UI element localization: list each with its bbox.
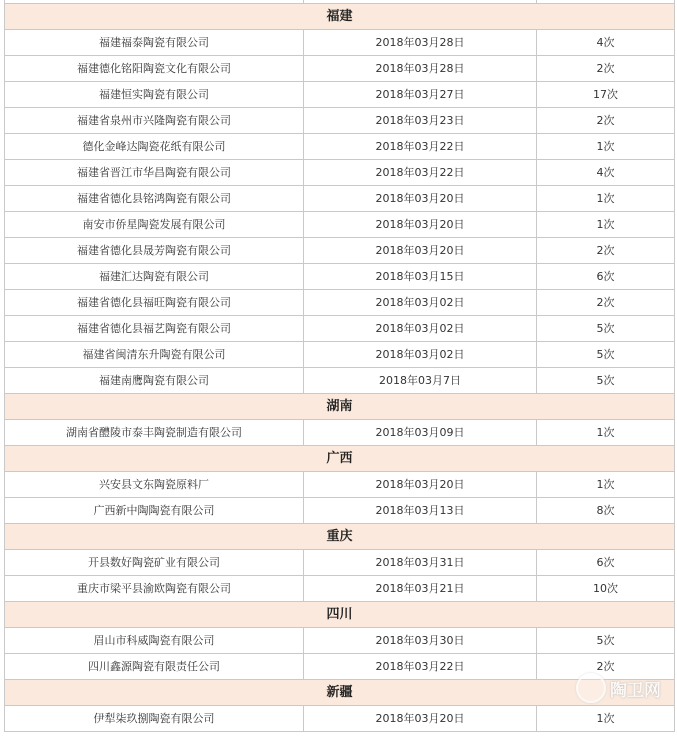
count-cell: 2次 <box>537 654 675 680</box>
date-cell: 2018年03月21日 <box>304 576 537 602</box>
report-table <box>4 0 675 732</box>
company-name-cell: 广西新中陶陶瓷有限公司 <box>5 498 304 524</box>
province-header-row <box>5 446 675 472</box>
table-row <box>5 82 675 108</box>
date-cell: 2018年03月20日 <box>304 186 537 212</box>
province-name: 四川 <box>5 602 675 628</box>
date-cell: 2018年03月13日 <box>304 498 537 524</box>
province-header-row <box>5 602 675 628</box>
count-cell: 1次 <box>537 212 675 238</box>
company-name-cell: 开县数好陶瓷矿业有限公司 <box>5 550 304 576</box>
table-row <box>5 238 675 264</box>
date-cell: 2018年03月7日 <box>304 368 537 394</box>
watermark-text: 陶卫网 <box>610 680 661 701</box>
province-name: 湖南 <box>5 394 675 420</box>
date-cell: 2018年03月02日 <box>304 316 537 342</box>
province-header-row <box>5 524 675 550</box>
company-name-cell: 福建福泰陶瓷有限公司 <box>5 30 304 56</box>
count-cell: 6次 <box>537 550 675 576</box>
table-row <box>5 472 675 498</box>
table-row <box>5 56 675 82</box>
company-name-cell: 福建省泉州市兴隆陶瓷有限公司 <box>5 108 304 134</box>
date-cell: 2018年03月27日 <box>304 82 537 108</box>
company-name-cell: 福建省晋江市华昌陶瓷有限公司 <box>5 160 304 186</box>
company-name-cell: 德化金峰达陶瓷花纸有限公司 <box>5 134 304 160</box>
count-cell: 1次 <box>537 706 675 732</box>
company-name-cell: 重庆市梁平县渝欧陶瓷有限公司 <box>5 576 304 602</box>
count-cell: 2次 <box>537 108 675 134</box>
report-table-container <box>4 0 674 732</box>
date-cell: 2018年03月09日 <box>304 420 537 446</box>
province-header-row <box>5 394 675 420</box>
date-cell: 2018年03月20日 <box>304 212 537 238</box>
company-name-cell: 福建恒实陶瓷有限公司 <box>5 82 304 108</box>
date-cell: 2018年03月15日 <box>304 264 537 290</box>
province-name: 新疆 <box>5 680 675 706</box>
date-cell: 2018年03月02日 <box>304 342 537 368</box>
ceramics-logo-icon <box>576 673 606 703</box>
table-row <box>5 420 675 446</box>
count-cell: 2次 <box>537 238 675 264</box>
count-cell: 8次 <box>537 498 675 524</box>
count-cell: 4次 <box>537 160 675 186</box>
table-row <box>5 316 675 342</box>
watermark <box>576 673 661 703</box>
count-cell: 5次 <box>537 368 675 394</box>
table-row <box>5 30 675 56</box>
company-name-cell: 福建汇达陶瓷有限公司 <box>5 264 304 290</box>
company-name-cell: 福建省德化县晟芳陶瓷有限公司 <box>5 238 304 264</box>
table-row <box>5 628 675 654</box>
date-cell: 2018年03月23日 <box>304 108 537 134</box>
province-header-row <box>5 4 675 30</box>
company-name-cell: 福建省德化县福艺陶瓷有限公司 <box>5 316 304 342</box>
count-cell: 1次 <box>537 472 675 498</box>
date-cell: 2018年03月31日 <box>304 550 537 576</box>
date-cell: 2018年03月02日 <box>304 290 537 316</box>
date-cell: 2018年03月28日 <box>304 56 537 82</box>
table-row <box>5 290 675 316</box>
company-name-cell: 南安市侨星陶瓷发展有限公司 <box>5 212 304 238</box>
table-row <box>5 186 675 212</box>
date-cell: 2018年03月20日 <box>304 472 537 498</box>
table-row <box>5 212 675 238</box>
count-cell: 6次 <box>537 264 675 290</box>
count-cell: 2次 <box>537 290 675 316</box>
table-row <box>5 550 675 576</box>
count-cell: 4次 <box>537 30 675 56</box>
company-name-cell: 四川鑫源陶瓷有限责任公司 <box>5 654 304 680</box>
date-cell: 2018年03月22日 <box>304 160 537 186</box>
company-name-cell: 福建省德化县福旺陶瓷有限公司 <box>5 290 304 316</box>
table-row <box>5 576 675 602</box>
count-cell: 10次 <box>537 576 675 602</box>
report-table-body <box>5 0 675 732</box>
table-row <box>5 160 675 186</box>
province-name: 重庆 <box>5 524 675 550</box>
count-cell: 5次 <box>537 342 675 368</box>
company-name-cell: 兴安县文东陶瓷原料厂 <box>5 472 304 498</box>
date-cell: 2018年03月30日 <box>304 628 537 654</box>
table-row <box>5 654 675 680</box>
company-name-cell: 伊犁柒玖捌陶瓷有限公司 <box>5 706 304 732</box>
date-cell: 2018年03月20日 <box>304 238 537 264</box>
count-cell: 5次 <box>537 628 675 654</box>
province-header-row <box>5 680 675 706</box>
company-name-cell: 福建南鹰陶瓷有限公司 <box>5 368 304 394</box>
date-cell: 2018年03月22日 <box>304 654 537 680</box>
province-name: 广西 <box>5 446 675 472</box>
count-cell: 5次 <box>537 316 675 342</box>
company-name-cell: 眉山市科威陶瓷有限公司 <box>5 628 304 654</box>
date-cell: 2018年03月22日 <box>304 134 537 160</box>
company-name-cell: 福建德化铭阳陶瓷文化有限公司 <box>5 56 304 82</box>
table-row <box>5 342 675 368</box>
count-cell: 1次 <box>537 134 675 160</box>
table-row <box>5 706 675 732</box>
table-row <box>5 134 675 160</box>
table-row <box>5 368 675 394</box>
company-name-cell: 湖南省醴陵市泰丰陶瓷制造有限公司 <box>5 420 304 446</box>
table-row <box>5 498 675 524</box>
table-row <box>5 264 675 290</box>
province-name: 福建 <box>5 4 675 30</box>
company-name-cell: 福建省闽清东升陶瓷有限公司 <box>5 342 304 368</box>
date-cell: 2018年03月20日 <box>304 706 537 732</box>
table-row <box>5 108 675 134</box>
count-cell: 2次 <box>537 56 675 82</box>
count-cell: 17次 <box>537 82 675 108</box>
count-cell: 1次 <box>537 186 675 212</box>
company-name-cell: 福建省德化县铭鸿陶瓷有限公司 <box>5 186 304 212</box>
date-cell: 2018年03月28日 <box>304 30 537 56</box>
count-cell: 1次 <box>537 420 675 446</box>
